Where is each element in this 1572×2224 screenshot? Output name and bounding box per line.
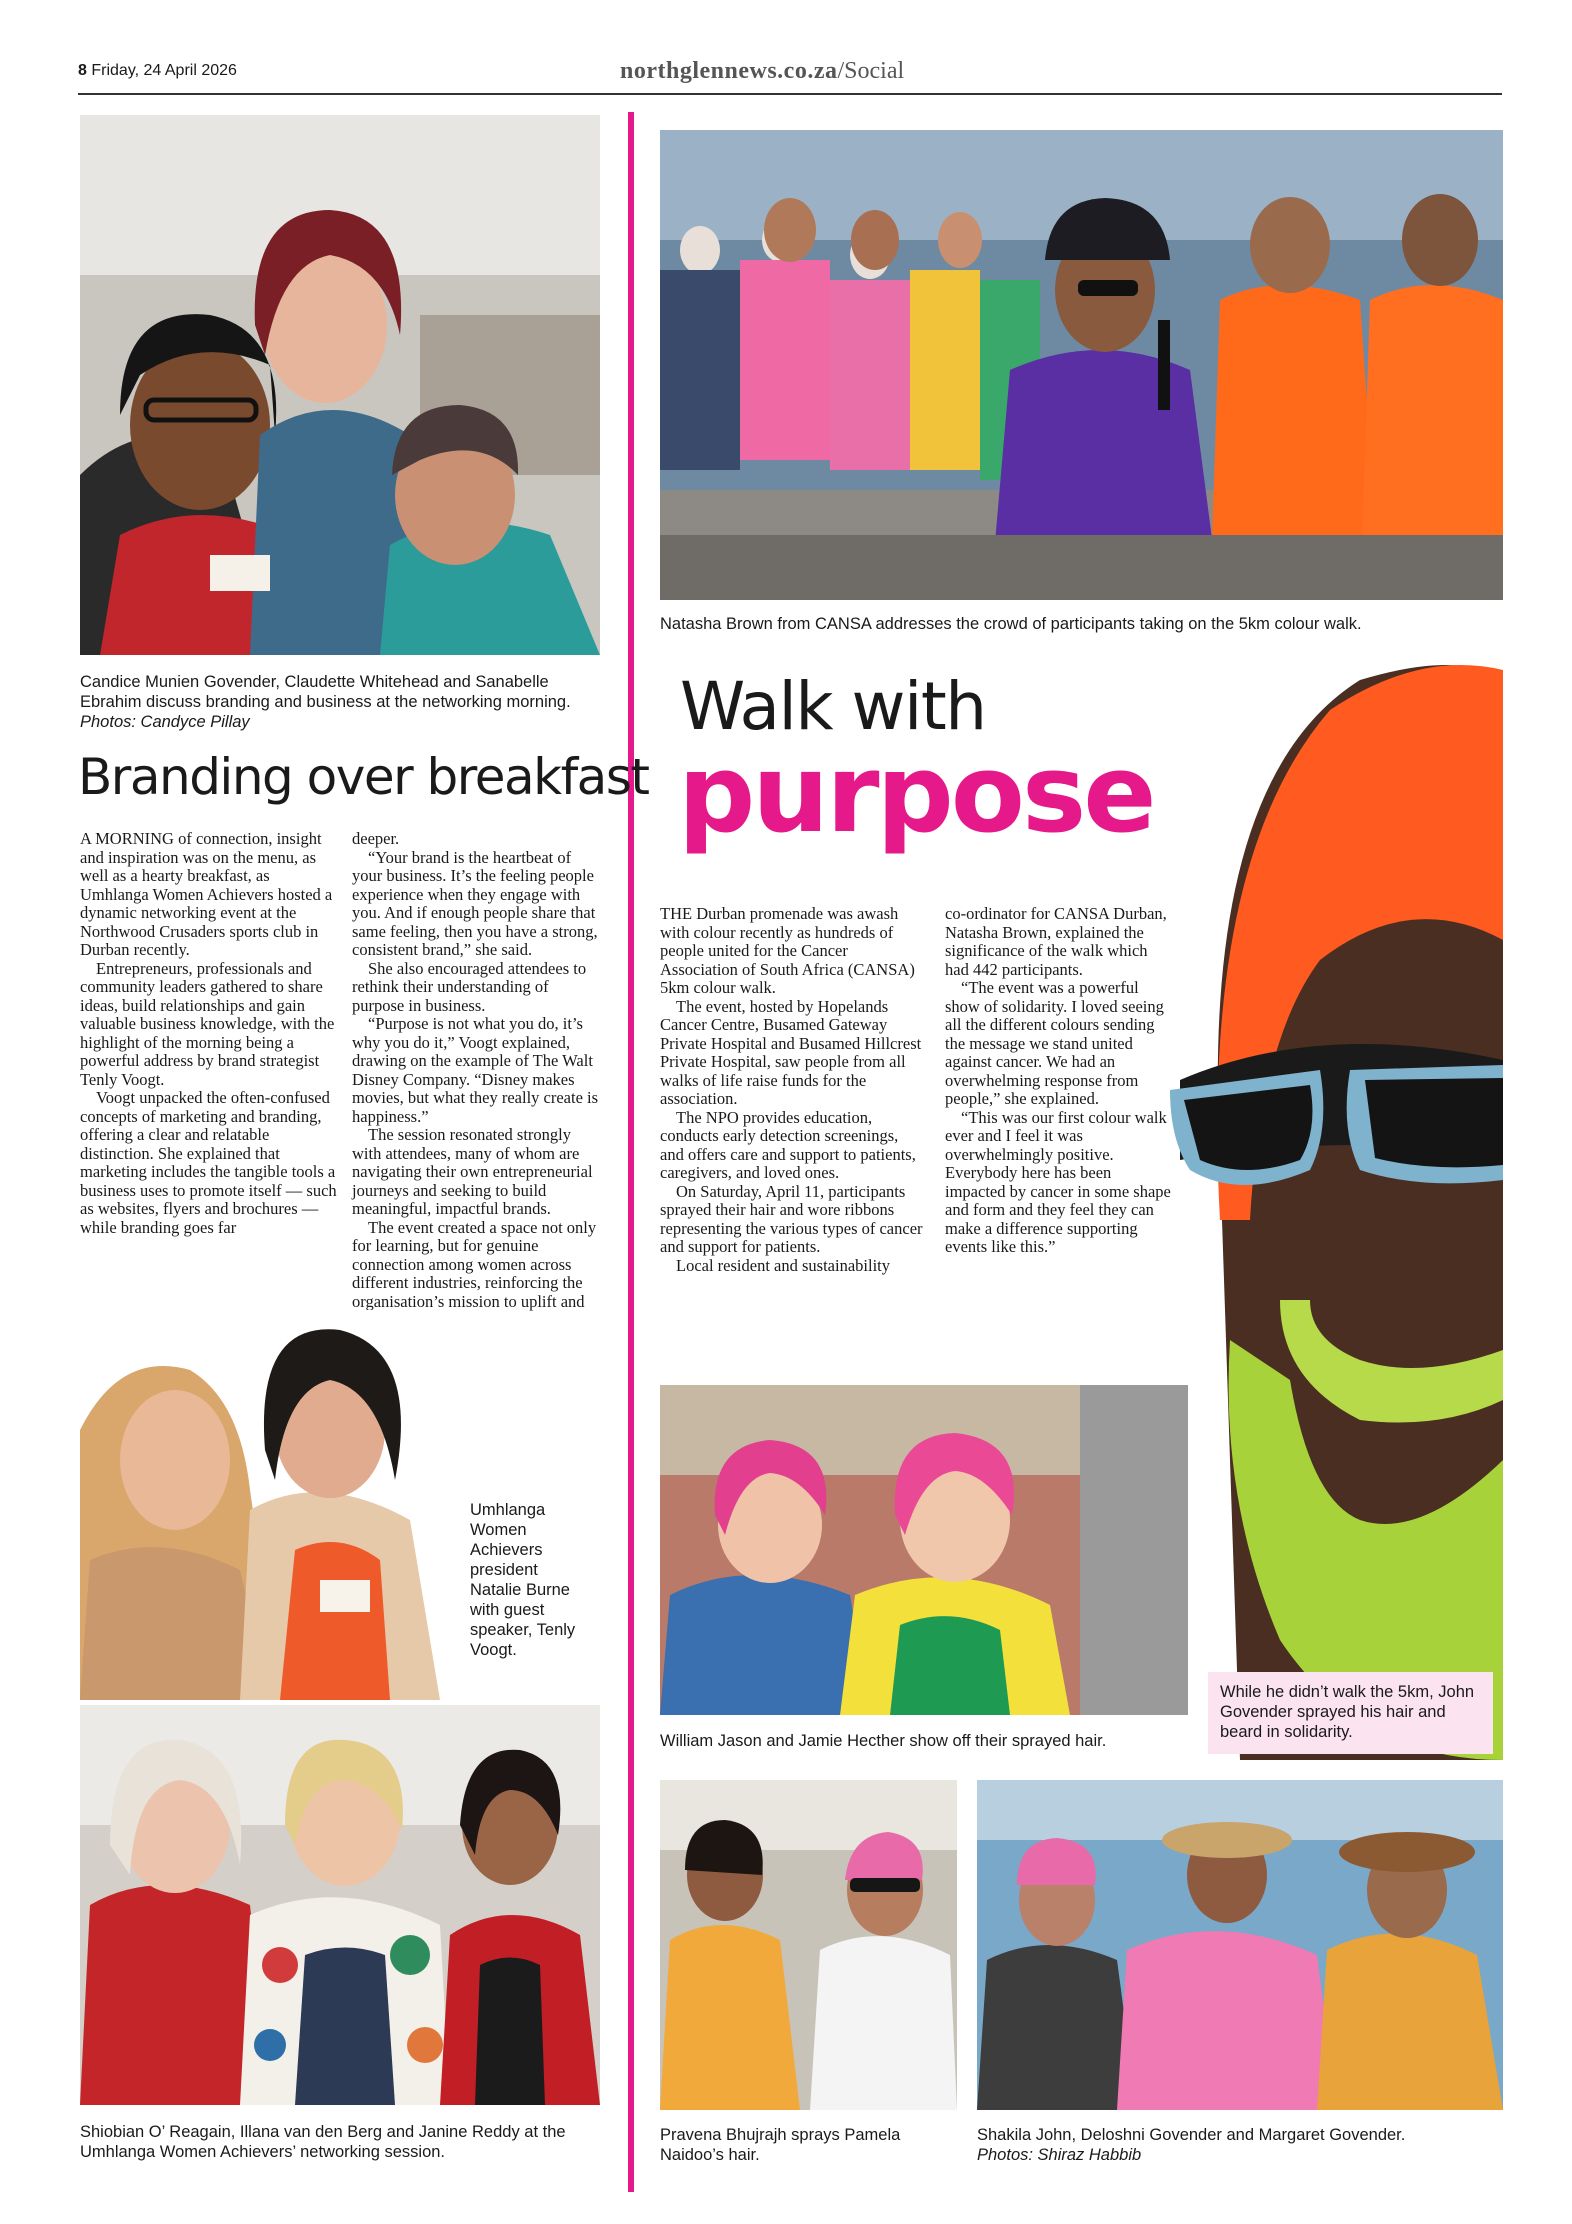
paragraph: A MORNING of connection, insight and inspiration was on the menu, as well as a hearty breakfast, as Umhlanga Women Achievers hosted a dynamic networking event at the Northwood Crusaders sports club in Durban recently. — [80, 829, 333, 959]
crowd-caption: Natasha Brown from CANSA addresses the crowd of participants taking on the 5km colour walk. — [660, 615, 1362, 633]
photo-cansa-women — [977, 1780, 1503, 2110]
masthead — [620, 58, 904, 85]
photo2-caption: Umhlanga Women Achievers president Natalie Burne with guest speaker, Tenly Voogt. — [470, 1501, 576, 1659]
page-number: 8 — [78, 62, 87, 79]
photo-credit: Photos: Candyce Pillay — [80, 713, 250, 731]
column-divider — [628, 112, 634, 2192]
paragraph: deeper. — [352, 829, 400, 848]
section-name: /Social — [837, 58, 905, 84]
paragraph: “Purpose is not what you do, it’s why you do it,” Voogt explained, drawing on the example of The Walt Disney Company. “Disney makes movies, but what they really create is happiness.” — [352, 1014, 599, 1126]
paragraph: co-ordinator for CANSA Durban, Natasha Brown, explained the significance of the walk which had 442 participants. — [945, 904, 1167, 979]
photo-credit: Photos: Shiraz Habbib — [977, 2146, 1142, 2164]
photo-networking-session — [80, 1705, 600, 2105]
site-name: northglennews.co.za — [620, 58, 838, 84]
branding-column-2 — [352, 830, 602, 1330]
header-rule — [78, 93, 1502, 95]
photo-john-govender — [1160, 660, 1503, 1760]
paragraph: “This was our first colour walk ever and I feel it was overwhelmingly positive. Everybody here has been impacted by cancer in some shape and form and they feel they can make a difference supporting events like this.” — [945, 1107, 1171, 1256]
photo-hair-spraying — [660, 1780, 957, 2110]
page-folio — [78, 62, 237, 80]
caption-text: Shakila John, Deloshni Govender and Margaret Govender. — [977, 2126, 1406, 2144]
paragraph: The session resonated strongly with attendees, many of whom are navigating their own entrepreneurial journeys and seeking to build meaningful, impactful brands. — [352, 1125, 593, 1218]
photo-sprayed-hair-boys — [660, 1385, 1188, 1715]
paragraph: The NPO provides education, conducts early detection screenings, and offers care and support to patients, caregivers, and loved ones. — [660, 1107, 916, 1182]
branding-column-1 — [80, 830, 338, 1237]
paragraph: On Saturday, April 11, participants sprayed their hair and wore ribbons representing the various types of cancer and support for patients. — [660, 1181, 923, 1256]
photo1-caption — [80, 672, 600, 732]
paragraph: “The event was a powerful show of solidarity. I loved seeing all the different colours sending the message we stand united against cancer. We had an overwhelming response from people,” she explained. — [945, 978, 1164, 1108]
paragraph: THE Durban promenade was awash with colour recently as hundreds of people united for the Cancer Association of South Africa (CANSA) 5km colour walk. — [660, 904, 915, 997]
photo3-caption: Shiobian O’ Reagain, Illana van den Berg and Janine Reddy at the Umhlanga Women Achievers’ networking session. — [80, 2123, 566, 2161]
walk-column-1 — [660, 905, 925, 1275]
paragraph: The event, hosted by Hopelands Cancer Centre, Busamed Gateway Private Hospital and Busamed Hillcrest Private Hospital, saw people from all walks of life raise funds for the association. — [660, 996, 922, 1108]
caption-text: Candice Munien Govender, Claudette Whitehead and Sanabelle Ebrahim discuss branding and business at the networking morning. — [80, 673, 571, 711]
women-caption — [977, 2125, 1503, 2165]
photo-cansa-crowd — [660, 130, 1503, 600]
walk-column-2 — [945, 905, 1175, 1257]
photo-networking-women — [80, 115, 600, 655]
photo-president-speaker — [80, 1310, 460, 1700]
john-govender-caption: While he didn’t walk the 5km, John Govender sprayed his hair and beard in solidarity. — [1208, 1672, 1493, 1754]
paragraph: Entrepreneurs, professionals and community leaders gathered to share ideas, build relationships and gain valuable business knowledge, with the highlight of the morning being a powerful address by brand strategist Tenly Voogt. — [80, 958, 335, 1089]
paragraph: Voogt unpacked the often-confused concepts of marketing and branding, offering a clear and relatable distinction. She explained that marketing includes the tangible tools a business uses to promote itself — such as websites, flyers and brochures — while branding goes far — [80, 1088, 337, 1237]
paragraph: “Your brand is the heartbeat of your business. It’s the feeling people experience when they engage with you. And if enough people share that same feeling, then you have a strong, consistent brand,” she said. — [352, 847, 598, 959]
headline-walk-with: Walk with — [680, 668, 986, 745]
issue-date: Friday, 24 April 2026 — [91, 62, 237, 79]
headline-purpose: purpose — [678, 732, 1154, 857]
spray-caption: Pravena Bhujrajh sprays Pamela Naidoo’s hair. — [660, 2126, 901, 2164]
headline-branding: Branding over breakfast — [78, 748, 649, 806]
paragraph: She also encouraged attendees to rethink their understanding of purpose in business. — [352, 958, 587, 1015]
boys-caption: William Jason and Jamie Hecther show off their sprayed hair. — [660, 1732, 1107, 1750]
paragraph: Local resident and sustainability — [676, 1255, 890, 1275]
paragraph: The event created a space not only for learning, but for genuine connection among women across different industries, reinforcing the organisation’s mission to uplift and — [352, 1217, 597, 1311]
